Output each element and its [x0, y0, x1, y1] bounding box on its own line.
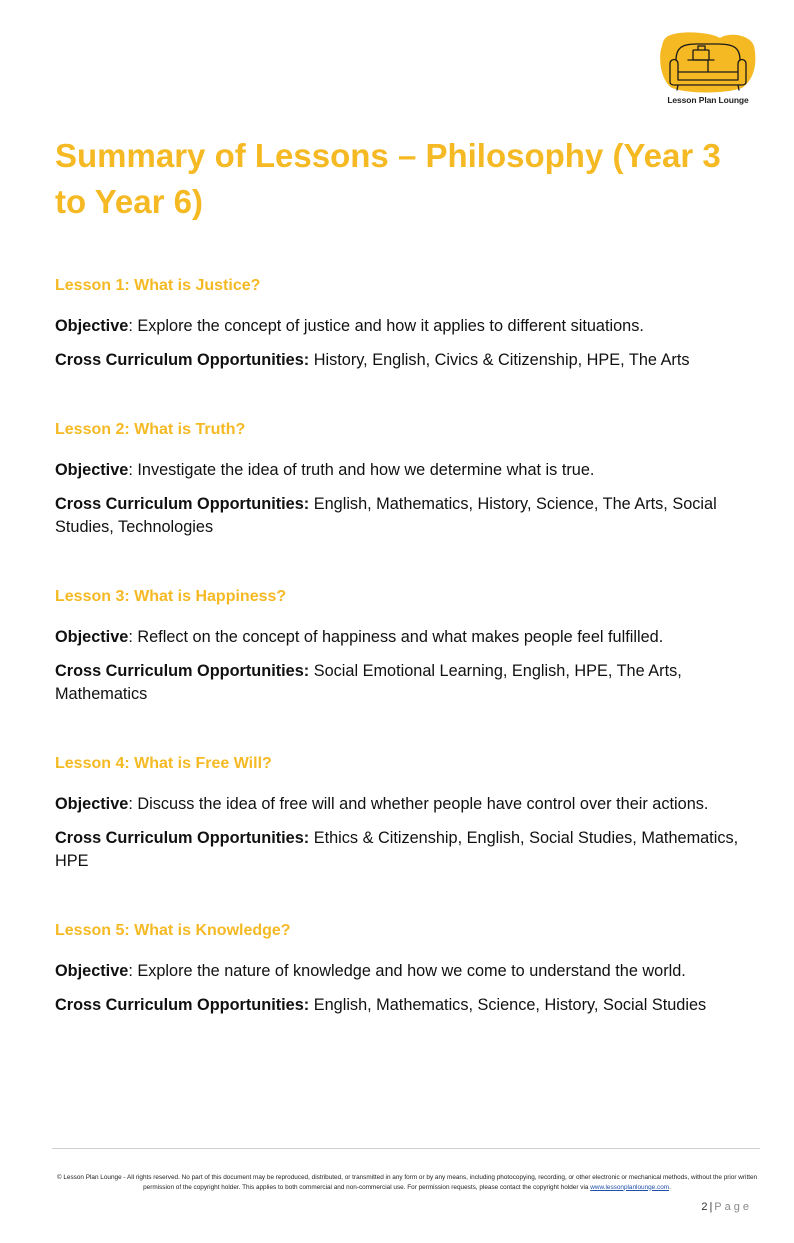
cross-curriculum-label: Cross Curriculum Opportunities: — [55, 351, 310, 369]
lesson-3 — [55, 585, 755, 706]
cross-curriculum-label: Cross Curriculum Opportunities: — [55, 495, 310, 513]
page-title: Summary of Lessons – Philosophy (Year 3 to Year 6) — [55, 137, 721, 220]
sofa-logo-icon — [658, 32, 758, 94]
lesson-objective — [55, 459, 755, 482]
lesson-heading: Lesson 2: What is Truth? — [55, 421, 246, 438]
lesson-2 — [55, 418, 755, 539]
lesson-4 — [55, 752, 755, 873]
lesson-heading: Lesson 4: What is Free Will? — [55, 755, 272, 772]
page-number-value: 2 — [701, 1201, 708, 1213]
objective-text: : Explore the nature of knowledge and how we come to understand the world. — [128, 962, 686, 980]
website-link[interactable]: www.lessonplanlounge.com — [590, 1183, 670, 1191]
cross-curriculum-text: Ethics & Citizenship, English, Social Studies, Mathematics, HPE — [55, 829, 739, 870]
lesson-objective — [55, 960, 755, 983]
lesson-heading: Lesson 5: What is Knowledge? — [55, 922, 291, 939]
objective-text: : Explore the concept of justice and how it applies to different situations. — [128, 317, 644, 335]
objective-label: Objective — [55, 317, 129, 335]
objective-text: : Reflect on the concept of happiness and what makes people feel fulfilled. — [128, 628, 664, 646]
lesson-cross-curriculum — [55, 349, 755, 372]
lesson-heading: Lesson 1: What is Justice? — [55, 277, 261, 294]
page-number — [701, 1201, 752, 1213]
objective-label: Objective — [55, 795, 129, 813]
objective-text: : Investigate the idea of truth and how we determine what is true. — [128, 461, 595, 479]
lesson-list — [55, 274, 755, 1063]
lesson-objective — [55, 315, 755, 338]
objective-label: Objective — [55, 628, 129, 646]
lesson-objective — [55, 793, 755, 816]
lesson-5 — [55, 919, 755, 1017]
link-suffix: . — [669, 1183, 671, 1191]
objective-text: : Discuss the idea of free will and whether people have control over their actions. — [128, 795, 709, 813]
cross-curriculum-label: Cross Curriculum Opportunities: — [55, 662, 310, 680]
page-number-separator: | — [709, 1201, 713, 1213]
page-word: Page — [714, 1201, 752, 1213]
cross-curriculum-text: English, Mathematics, History, Science, The Arts, Social Studies, Technologies — [55, 495, 717, 536]
cross-curriculum-text: English, Mathematics, Science, History, Social Studies — [309, 996, 707, 1014]
footer-divider — [52, 1148, 760, 1149]
lesson-heading: Lesson 3: What is Happiness? — [55, 588, 287, 605]
logo-text: Lesson Plan Lounge — [667, 95, 749, 105]
brand-logo — [658, 32, 758, 110]
lesson-cross-curriculum — [55, 994, 755, 1017]
cross-curriculum-label: Cross Curriculum Opportunities: — [55, 829, 310, 847]
cross-curriculum-label: Cross Curriculum Opportunities: — [55, 996, 310, 1014]
objective-label: Objective — [55, 962, 129, 980]
objective-label: Objective — [55, 461, 129, 479]
lesson-cross-curriculum — [55, 827, 755, 873]
lesson-objective — [55, 626, 755, 649]
cross-curriculum-text: Social Emotional Learning, English, HPE, The Arts, Mathematics — [55, 662, 682, 703]
lesson-cross-curriculum — [55, 493, 755, 539]
footer-copyright — [55, 1173, 759, 1192]
lesson-1 — [55, 274, 755, 372]
cross-curriculum-text: History, English, Civics & Citizenship, HPE, The Arts — [309, 351, 690, 369]
copyright-text: © Lesson Plan Lounge - All rights reserved. No part of this document may be reproduced, distributed, or transmitted in any form or by any means, including photocopying, recording, or other electronic or mechanical methods, without the prior written permission of the copyright holder. This applies to both commercial and non-commercial use. For permission requests, please contact the copyright holder via — [56, 1174, 758, 1191]
lesson-cross-curriculum — [55, 660, 755, 706]
